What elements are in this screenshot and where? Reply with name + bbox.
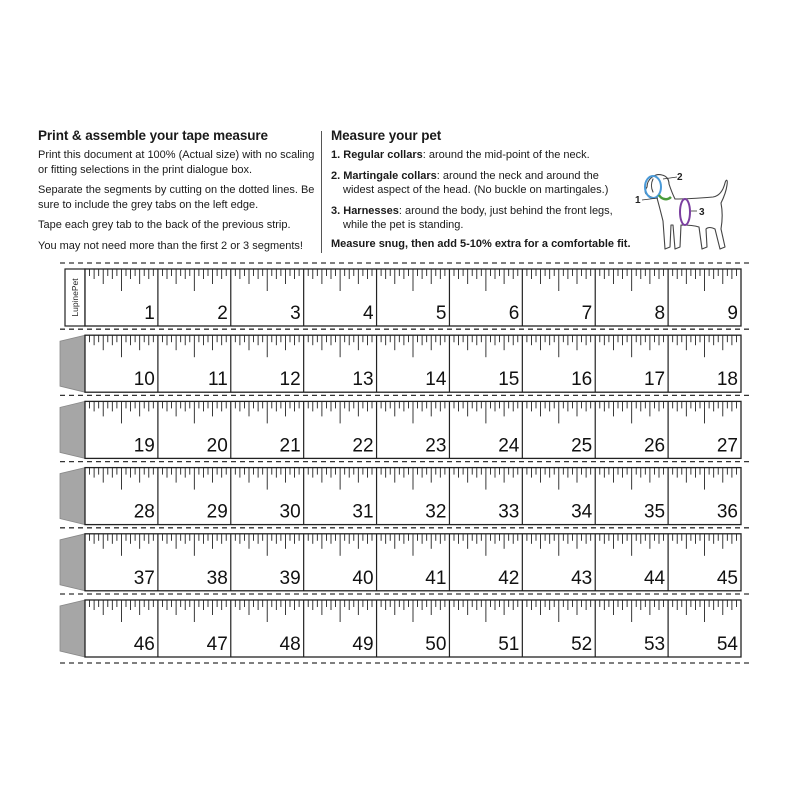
tape-number: 42 xyxy=(498,567,520,589)
tape-number: 44 xyxy=(643,567,666,589)
tape-number: 27 xyxy=(716,435,738,457)
tape-number: 53 xyxy=(643,634,666,655)
tape-number: 48 xyxy=(279,634,301,655)
tape-number: 5 xyxy=(435,303,447,324)
tape-number: 20 xyxy=(206,435,228,457)
tape-number: 17 xyxy=(643,369,666,391)
tape-number: 31 xyxy=(352,501,374,523)
tape-number: 45 xyxy=(716,567,738,589)
tape-number: 9 xyxy=(727,303,738,324)
tape-number: 30 xyxy=(279,501,301,523)
brand-label: LupinePet xyxy=(70,278,80,317)
tape-number: 12 xyxy=(279,369,301,391)
grey-tab xyxy=(60,600,85,657)
tape-number: 51 xyxy=(498,634,520,655)
tape-number: 34 xyxy=(571,501,593,523)
tape-number: 22 xyxy=(352,435,374,457)
tape-number: 3 xyxy=(290,303,301,324)
measure-note: Measure snug, then add 5-10% extra for a comfortable fit. xyxy=(331,237,631,250)
tape-number: 47 xyxy=(206,634,228,655)
tape-number: 7 xyxy=(581,303,593,324)
tape-number: 8 xyxy=(654,303,666,324)
tape-number: 6 xyxy=(508,303,520,324)
tape-number: 41 xyxy=(425,567,447,589)
tape-number: 35 xyxy=(643,501,666,523)
tape-number: 19 xyxy=(133,435,155,457)
tape-number: 21 xyxy=(279,435,301,457)
tape-number: 37 xyxy=(133,567,155,589)
grey-tab xyxy=(60,534,85,591)
grey-tab xyxy=(60,468,85,525)
tape-number: 38 xyxy=(206,567,228,589)
tape-number: 24 xyxy=(498,435,520,457)
tape-number: 33 xyxy=(498,501,520,523)
tape-number: 54 xyxy=(716,634,738,655)
assemble-paragraph-4: You may not need more than the first 2 or 3 segments! xyxy=(38,239,303,252)
tape-number: 18 xyxy=(716,369,738,391)
diagram-label-1: 1 xyxy=(635,195,641,206)
tape-number: 11 xyxy=(208,369,228,391)
step-harnesses: 3. Harnesses: around the body, just behind the front legs, while the pet is standing. xyxy=(331,204,613,231)
tape-number: 50 xyxy=(425,634,447,655)
tape-number: 40 xyxy=(352,567,374,589)
step-martingale-collars: 2. Martingale collars: around the neck and around the widest aspect of the head. (No buckle on martingales.) xyxy=(331,169,609,196)
tape-number: 46 xyxy=(133,634,155,655)
assemble-heading: Print & assemble your tape measure xyxy=(38,128,268,143)
tape-number: 14 xyxy=(425,369,447,391)
tape-number: 29 xyxy=(206,501,228,523)
tape-number: 2 xyxy=(217,303,228,324)
tape-number: 15 xyxy=(498,369,520,391)
tape-number: 4 xyxy=(362,303,374,324)
measure-heading: Measure your pet xyxy=(331,128,442,143)
assemble-paragraph-1: Print this document at 100% (Actual size) with no scaling or fitting selections in the print dialogue box. xyxy=(38,149,315,176)
tape-number: 23 xyxy=(425,435,447,457)
step-regular-collars: 1. Regular collars: around the mid-point of the neck. xyxy=(331,149,590,161)
tape-number: 43 xyxy=(571,567,593,589)
tape-number: 13 xyxy=(352,369,374,391)
tape-number: 26 xyxy=(643,435,666,457)
tape-number: 32 xyxy=(425,501,447,523)
tape-number: 10 xyxy=(133,369,155,391)
tape-number: 28 xyxy=(133,501,155,523)
tape-number: 36 xyxy=(716,501,738,523)
diagram-label-2: 2 xyxy=(677,172,683,183)
tape-number: 1 xyxy=(144,303,155,324)
tape-number: 39 xyxy=(279,567,301,589)
tape-number: 16 xyxy=(571,369,593,391)
assemble-paragraph-2: Separate the segments by cutting on the dotted lines. Be sure to include the grey tabs on the left edge. xyxy=(38,184,315,211)
diagram-label-3: 3 xyxy=(699,207,705,218)
grey-tab xyxy=(60,401,85,458)
grey-tab xyxy=(60,335,85,392)
assemble-paragraph-3: Tape each grey tab to the back of the previous strip. xyxy=(38,219,291,231)
tape-number: 25 xyxy=(571,435,593,457)
tape-number: 52 xyxy=(571,634,593,655)
tape-number: 49 xyxy=(352,634,374,655)
